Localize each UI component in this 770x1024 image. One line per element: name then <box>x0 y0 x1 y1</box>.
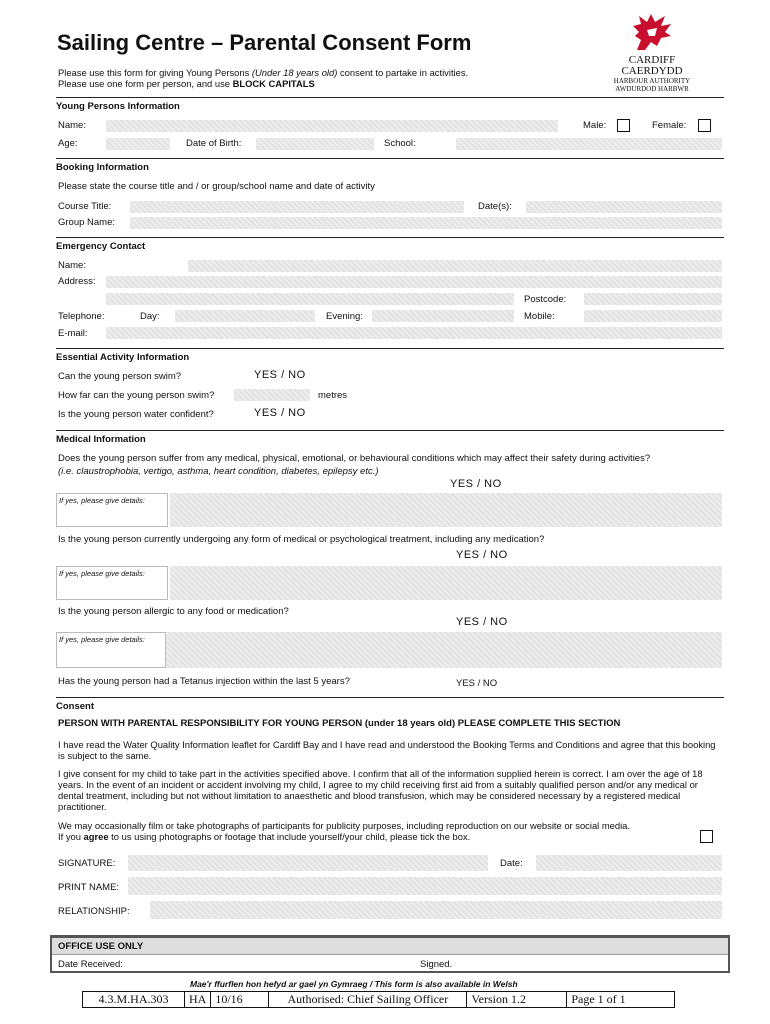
email-field[interactable] <box>106 327 722 339</box>
evening-phone-field[interactable] <box>372 310 514 322</box>
day-phone-field[interactable] <box>175 310 315 322</box>
office-use-box <box>50 935 730 973</box>
dates-field[interactable] <box>526 201 722 213</box>
postcode-label: Postcode: <box>524 294 567 305</box>
date-received-label: Date Received: <box>58 959 123 970</box>
medical-q1-yes-no[interactable]: YES / NO <box>450 478 502 490</box>
medical-q1-details-label-box: If yes, please give details: <box>56 493 168 527</box>
section-emergency-contact: Emergency Contact <box>56 237 724 252</box>
photo-consent-line-1: We may occasionally film or take photographs of participants for publicity purposes, including reproduction on our website or social media. <box>58 820 630 831</box>
doc-version-cell: Version 1.2 <box>467 992 567 1008</box>
consent-paragraph-1: I have read the Water Quality Information leaflet for Cardiff Bay and I have read and understood the Booking Terms and Conditions and agree that this booking is subject to the same. <box>58 739 716 761</box>
doc-date-cell: 10/16 <box>211 992 269 1008</box>
dob-field[interactable] <box>256 138 374 150</box>
section-activity: Essential Activity Information <box>56 348 724 363</box>
group-name-label: Group Name: <box>58 217 116 228</box>
page-title: Sailing Centre – Parental Consent Form <box>57 30 472 55</box>
medical-question-3: Is the young person allergic to any food or medication? <box>58 606 289 617</box>
female-checkbox[interactable] <box>698 119 711 132</box>
harbour-authority-logo <box>604 10 700 93</box>
address-field-line2[interactable] <box>106 293 514 305</box>
signature-field[interactable] <box>128 855 488 871</box>
signed-label: Signed. <box>420 959 453 970</box>
dates-label: Date(s): <box>478 201 512 212</box>
consent-paragraph-3 <box>58 820 708 842</box>
medical-q2-details-label-box: If yes, please give details: <box>56 566 168 600</box>
logo-line-3: HARBOUR AUTHORITY <box>613 77 691 85</box>
confident-yes-no[interactable]: YES / NO <box>254 407 306 419</box>
mobile-field[interactable] <box>584 310 722 322</box>
signature-label: SIGNATURE: <box>58 858 116 869</box>
document-control-table <box>82 991 675 1008</box>
date-label: Date: <box>500 858 523 869</box>
day-label: Day: <box>140 311 160 322</box>
mobile-label: Mobile: <box>524 311 555 322</box>
section-young-persons: Young Persons Information <box>56 97 724 112</box>
email-label: E-mail: <box>58 328 88 339</box>
logo-line-4: AWDURDOD HARBWR <box>615 85 689 93</box>
print-name-field[interactable] <box>128 877 722 895</box>
relationship-label: RELATIONSHIP: <box>58 906 130 917</box>
course-title-field[interactable] <box>130 201 464 213</box>
medical-question-2: Is the young person currently undergoing any form of medical or psychological treatment, including any medication? <box>58 534 545 545</box>
distance-question: How far can the young person swim? <box>58 390 215 401</box>
young-person-name-field[interactable] <box>106 120 558 132</box>
course-title-label: Course Title: <box>58 201 112 212</box>
section-medical: Medical Information <box>56 430 724 445</box>
medical-q3-details-label-box: If yes, please give details: <box>56 632 166 668</box>
welsh-availability-note: Mae'r ffurflen hon hefyd ar gael yn Gymraeg / This form is also available in Welsh <box>190 979 518 989</box>
dob-label: Date of Birth: <box>186 138 242 149</box>
logo-line-2: CAERDYDD <box>621 65 683 77</box>
intro-line-1: Please use this form for giving Young Persons (Under 18 years old) consent to partake in activities. <box>58 67 469 78</box>
section-consent: Consent <box>56 697 724 712</box>
consent-paragraph-2: I give consent for my child to take part in the activities specified above. I confirm that all of the information supplied herein is correct. I am over the age of 18 years. In the event of an incident or accident involving my child, I agree to my child receiving first aid from a suitably qualified person and/or any medical or dental treatment, including but not without limitation to anaesthetic and blood transfusion, which may be considered necessary by a registered medical practitioner. <box>58 768 703 812</box>
medical-question-4: Has the young person had a Tetanus injection within the last 5 years? <box>58 676 350 687</box>
medical-q4-yes-no[interactable]: YES / NO <box>456 678 498 689</box>
name-label: Name: <box>58 120 86 131</box>
logo-line-1: CARDIFF <box>628 54 676 66</box>
metres-unit: metres <box>318 390 348 401</box>
section-booking: Booking Information <box>56 158 724 173</box>
photo-consent-line-2: If you agree to us using photographs or footage that include yourself/your child, please tick the box. <box>58 831 471 842</box>
doc-page-cell: Page 1 of 1 <box>567 992 675 1008</box>
relationship-field[interactable] <box>150 901 722 919</box>
medical-question-1-example: (i.e. claustrophobia, vertigo, asthma, heart condition, diabetes, epilepsy etc.) <box>58 466 379 477</box>
consent-subheading: PERSON WITH PARENTAL RESPONSIBILITY FOR YOUNG PERSON (under 18 years old) PLEASE COMPLETE THIS SECTION <box>58 718 621 729</box>
signature-date-field[interactable] <box>536 855 722 871</box>
emergency-name-label: Name: <box>58 260 86 271</box>
address-field-line1[interactable] <box>106 276 722 288</box>
doc-authorised-cell: Authorised: Chief Sailing Officer <box>269 992 467 1008</box>
doc-ref-cell: 4.3.M.HA.303 <box>83 992 185 1008</box>
evening-label: Evening: <box>326 311 363 322</box>
booking-instructions: Please state the course title and / or group/school name and date of activity <box>58 181 375 192</box>
intro-line-2: Please use one form per person, and use BLOCK CAPITALS <box>58 78 315 89</box>
address-label: Address: <box>58 276 96 287</box>
print-name-label: PRINT NAME: <box>58 882 120 893</box>
intro-text <box>58 67 468 89</box>
swim-question: Can the young person swim? <box>58 371 182 382</box>
medical-q2-yes-no[interactable]: YES / NO <box>456 549 508 561</box>
welsh-dragon-icon <box>627 10 677 54</box>
age-label: Age: <box>58 138 78 149</box>
distance-field[interactable] <box>234 389 310 401</box>
photo-consent-checkbox[interactable] <box>700 830 713 843</box>
doc-dept-cell: HA <box>185 992 211 1008</box>
swim-yes-no[interactable]: YES / NO <box>254 369 306 381</box>
female-label: Female: <box>652 120 687 131</box>
school-label: School: <box>384 138 416 149</box>
male-checkbox[interactable] <box>617 119 630 132</box>
group-name-field[interactable] <box>130 217 722 229</box>
medical-q2-details-field[interactable] <box>170 566 722 600</box>
office-use-heading: OFFICE USE ONLY <box>58 941 144 952</box>
medical-q3-yes-no[interactable]: YES / NO <box>456 616 508 628</box>
age-field[interactable] <box>106 138 170 150</box>
medical-question-1: Does the young person suffer from any medical, physical, emotional, or behavioural conditions which may affect their safety during activities? <box>58 453 651 464</box>
medical-q3-details-field[interactable] <box>166 632 722 668</box>
emergency-name-field[interactable] <box>188 260 722 272</box>
confident-question: Is the young person water confident? <box>58 409 214 420</box>
male-label: Male: <box>583 120 607 131</box>
school-field[interactable] <box>456 138 722 150</box>
postcode-field[interactable] <box>584 293 722 305</box>
medical-q1-details-field[interactable] <box>170 493 722 527</box>
telephone-label: Telephone: <box>58 311 105 322</box>
